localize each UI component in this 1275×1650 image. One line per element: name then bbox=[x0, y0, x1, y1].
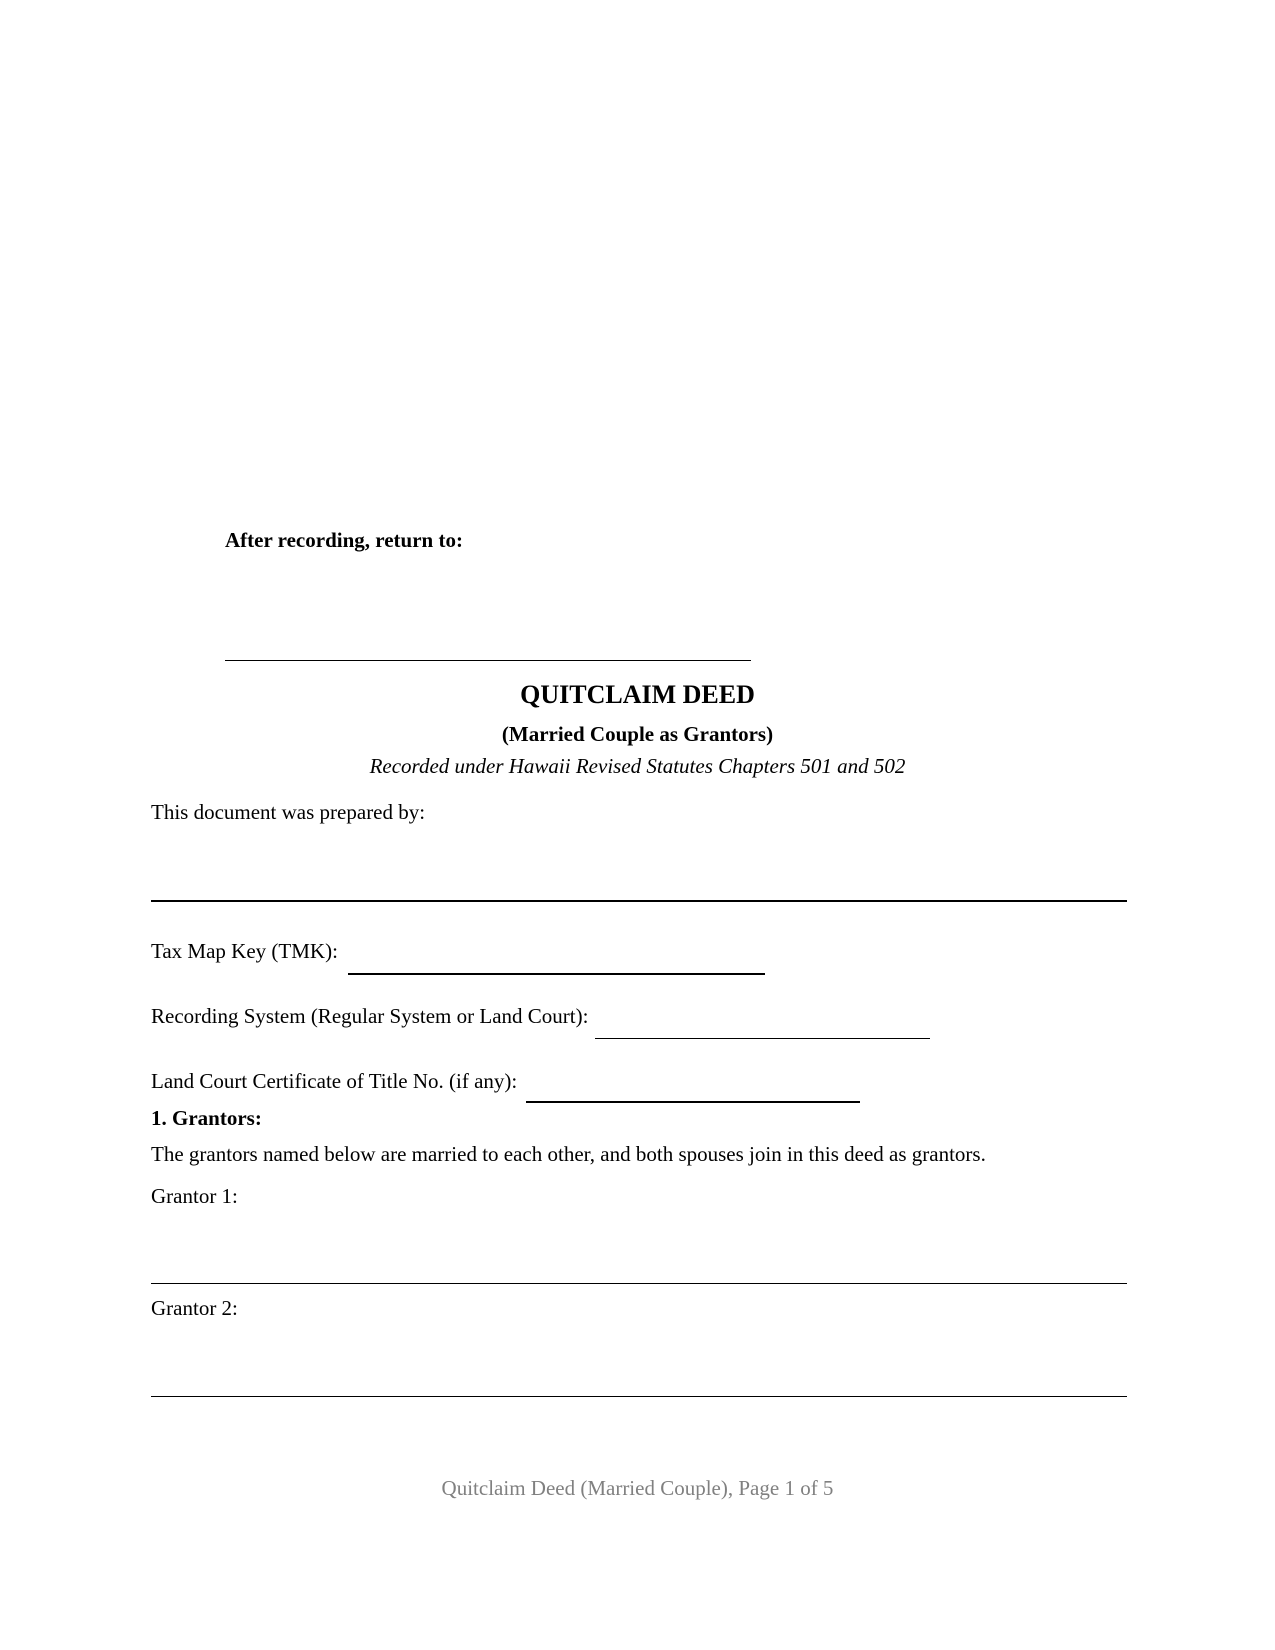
certificate-of-title-blank-line[interactable] bbox=[526, 1101, 860, 1103]
statute-reference: Recorded under Hawaii Revised Statutes Chapters 501 and 502 bbox=[369, 754, 906, 778]
page-footer: Quitclaim Deed (Married Couple), Page 1 of 5 bbox=[441, 1476, 834, 1500]
document-subtitle: (Married Couple as Grantors) bbox=[501, 722, 774, 746]
certificate-of-title-label: Land Court Certificate of Title No. (if any): bbox=[151, 1069, 518, 1093]
grantor-1-label: Grantor 1: bbox=[151, 1184, 238, 1208]
grantors-statement: The grantors named below are married to each other, and both spouses join in this deed as grantors. bbox=[151, 1142, 986, 1166]
document-title: QUITCLAIM DEED bbox=[520, 680, 755, 709]
grantor-2-blank-line[interactable] bbox=[151, 1396, 1127, 1397]
recording-system-label: Recording System (Regular System or Land Court): bbox=[151, 1004, 589, 1028]
grantor-2-label: Grantor 2: bbox=[151, 1296, 238, 1320]
return-to-label: After recording, return to: bbox=[225, 528, 463, 552]
tmk-blank-line[interactable] bbox=[348, 973, 765, 975]
tmk-label: Tax Map Key (TMK): bbox=[151, 939, 338, 963]
prepared-by-label: This document was prepared by: bbox=[151, 800, 426, 824]
recording-system-blank-line[interactable] bbox=[595, 1038, 930, 1039]
grantor-1-blank-line[interactable] bbox=[151, 1283, 1127, 1284]
return-to-blank-line[interactable] bbox=[225, 660, 751, 661]
prepared-by-blank-line[interactable] bbox=[151, 900, 1127, 902]
grantors-section-heading: 1. Grantors: bbox=[151, 1106, 262, 1130]
